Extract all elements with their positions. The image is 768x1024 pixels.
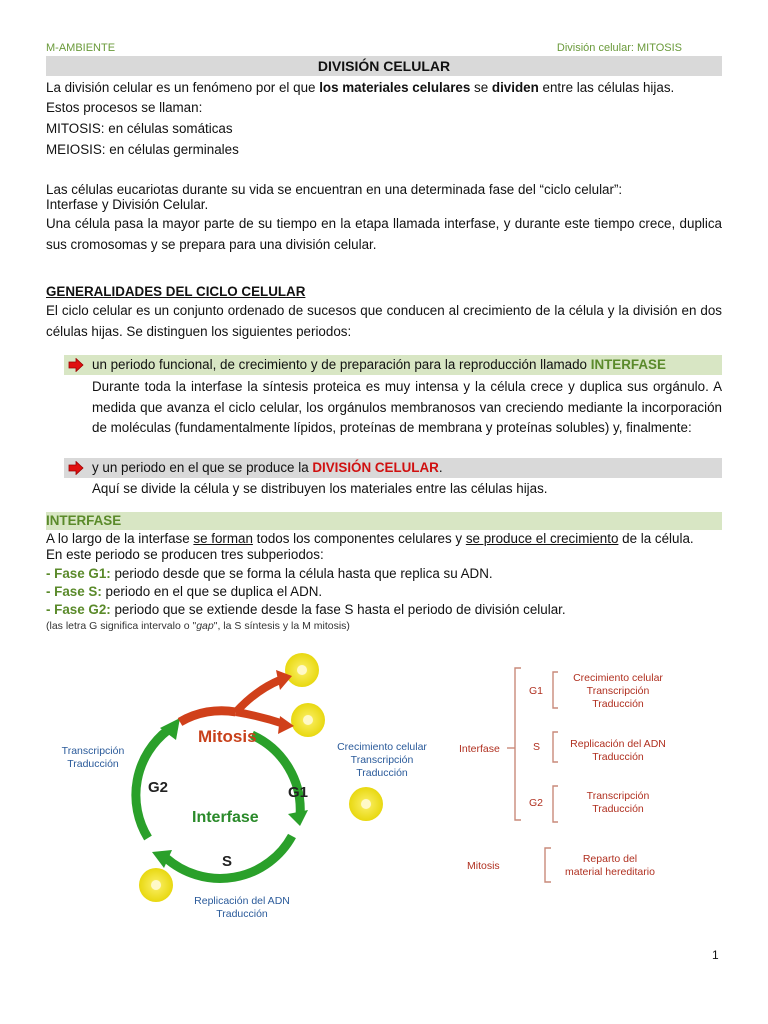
interfase-note: (las letra G significa intervalo o "gap", la S síntesis y la M mitosis) [46,620,350,632]
bottom-label-1: Replicación del ADN [194,895,290,907]
interfase-title-bar [46,512,722,530]
g2-desc-1: Transcripción [586,790,650,802]
header-left: M-AMBIENTE [46,42,116,54]
bullet-division-paragraph: Aquí se divide la célula y se distribuyen los materiales entre las células hijas. [92,481,548,496]
eukaryotes-line-2: Interfase y División Celular. [46,197,209,212]
red-arrow-icon [68,358,84,372]
g1-arc [252,735,300,816]
intro-line-3: MITOSIS: en células somáticas [46,121,233,136]
phase-g2-line: - Fase G2: periodo que se extiende desde la fase S hasta el periodo de división celular. [46,602,566,617]
table-mitosis: Mitosis [467,860,500,872]
header-right: División celular: MITOSIS [556,42,682,54]
interfase-label: Interfase [192,809,259,826]
right-label-3: Traducción [356,767,408,779]
intro-line-2: Estos procesos se llaman: [46,100,203,115]
right-label-2: Transcripción [350,754,414,766]
table-interfase: Interfase [459,743,500,755]
interfase-title: INTERFASE [46,513,122,528]
mitosis-desc-1: Reparto del [582,853,638,865]
bullet-interfase-paragraph: Durante toda la interfase la síntesis proteica es muy intensa y la célula crece y duplica sus orgánulo. A medida que avanza el ciclo celular, los orgánulos membranosos van creciendo mediante la incorporación de moléculas (fundamentalmente lípidos, proteínas de membrana y proteínas solubles) y, finalmente: [92,379,722,435]
phase-s-line: - Fase S: periodo en el que se duplica el ADN. [46,584,323,599]
page-number: 1 [712,948,719,962]
s-label: S [222,853,233,870]
bullet-interfase-text: un periodo funcional, de crecimiento y de preparación para la reproducción llamado INTERFASE [92,357,666,372]
g1-label: G1 [288,784,309,801]
table-s: S [533,741,541,753]
intro-line-4: MEIOSIS: en células germinales [46,142,239,157]
cell-top-right [285,653,319,687]
cell-right-upper [291,703,325,737]
red-arrow-icon [68,461,84,475]
mitosis-label: Mitosis [198,727,257,746]
mitosis-arc [180,711,236,722]
g1-desc-3: Traducción [592,698,644,710]
intro-line-1: La división celular es un fenómeno por el que los materiales celulares se dividen entre las células hijas. [46,80,675,95]
right-label-1: Crecimiento celular [337,741,427,753]
mitosis-desc-2: material hereditario [565,866,655,878]
bullet-division-text: y un periodo en el que se produce la DIVISIÓN CELULAR. [92,460,443,475]
phase-table-diagram [455,660,715,890]
page-title: DIVISIÓN CELULAR [46,56,722,76]
cell-bottom-left [139,868,173,902]
s-desc-1: Replicación del ADN [570,738,666,750]
cell-cycle-diagram [40,640,440,940]
eukaryotes-paragraph: Una célula pasa la mayor parte de su tiempo en la etapa llamada interfase, y durante este tiempo crece, duplica sus cromosomas y se prepara para una división celular. [46,216,722,252]
interfase-line-2: En este periodo se producen tres subperiodos: [46,547,324,562]
phase-g1-line: - Fase G1: periodo desde que se forma la célula hasta que replica su ADN. [46,566,493,581]
table-g1: G1 [529,685,544,697]
g1-desc-2: Transcripción [586,685,650,697]
g1-desc-1: Crecimiento celular [573,672,663,684]
g2-label: G2 [148,779,169,796]
s-desc-2: Traducción [592,751,644,763]
left-label-2: Traducción [67,758,119,770]
table-g2: G2 [529,797,544,809]
interfase-line-1: A lo largo de la interfase se forman todos los componentes celulares y se produce el crecimiento de la célula. [46,531,694,546]
generalities-title: GENERALIDADES DEL CICLO CELULAR [46,284,306,299]
bottom-label-2: Traducción [216,908,268,920]
cell-right [349,787,383,821]
eukaryotes-line-1: Las células eucariotas durante su vida se encuentran en una determinada fase del “ciclo celular”: [46,182,623,197]
left-label-1: Transcripción [61,745,125,757]
g2-desc-2: Traducción [592,803,644,815]
generalities-paragraph: El ciclo celular es un conjunto ordenado de sucesos que conducen al crecimiento de la célula y la división en dos células hijas. Se distinguen los siguientes periodos: [46,303,722,339]
